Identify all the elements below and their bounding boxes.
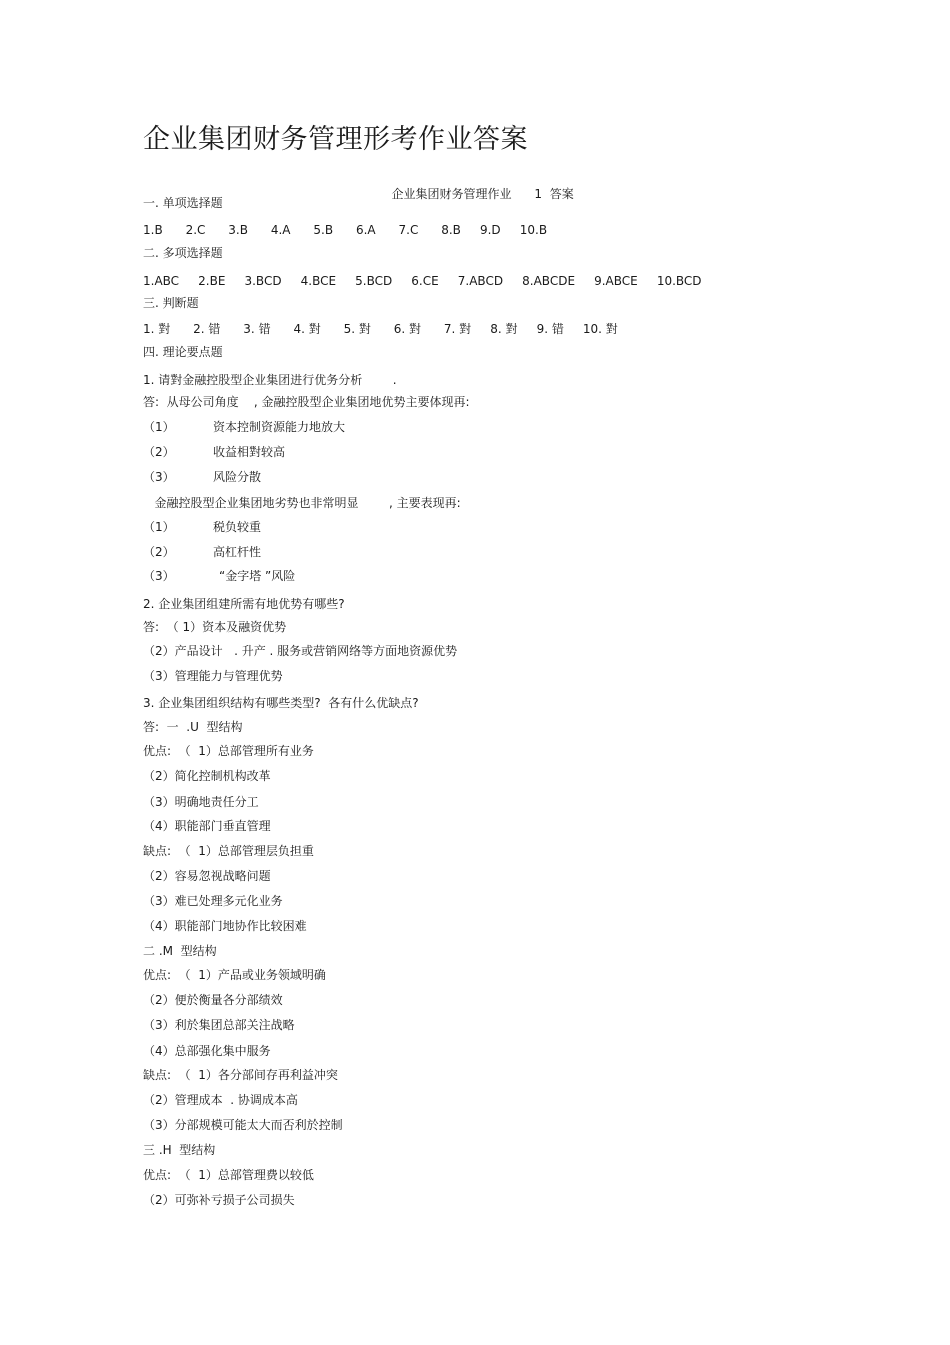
- single-choice-answers: 1.B 2.C 3.B 4.A 5.B 6.A 7.C 8.B 9.D 10.B: [143, 223, 548, 237]
- question-2-answer-line: 答: （ 1）资本及融资优势: [143, 620, 287, 634]
- q1-disadvantage-item: [143, 568, 295, 584]
- q1-advantage-item: [143, 444, 285, 460]
- question-3-answer-line: 二 .M 型结构: [143, 944, 217, 958]
- item-text: 税负较重: [213, 520, 262, 534]
- question-3: 3. 企业集团组织结构有哪些类型? 各有什么优缺点?: [143, 696, 419, 710]
- q1-advantage-item: [143, 419, 345, 435]
- item-text: 风险分散: [213, 470, 262, 484]
- item-number: （3）: [143, 470, 175, 484]
- question-3-answer-line: （2）可弥补亏损子公司损失: [143, 1193, 295, 1207]
- section-heading-multiple-choice: 二. 多项选择题: [143, 246, 223, 260]
- question-3-answer-line: （3）难已处理多元化业务: [143, 894, 283, 908]
- true-false-answers: 1. 對 2. 错 3. 错 4. 對 5. 對 6. 對 7. 對 8. 對 9. 错 10. 對: [143, 322, 618, 336]
- question-3-answer-line: （3）明确地责任分工: [143, 795, 259, 809]
- item-number: （2）: [143, 545, 175, 559]
- item-text: 收益相對较高: [213, 445, 286, 459]
- question-3-answer-line: （2）便於衡量各分部绩效: [143, 993, 283, 1007]
- question-3-answer-line: （2）管理成本 . 协调成本高: [143, 1093, 298, 1107]
- question-3-answer-line: （3）分部规模可能太大而否利於控制: [143, 1118, 343, 1132]
- question-3-answer-line: 优点: （ 1）总部管理费以较低: [143, 1168, 314, 1182]
- multiple-choice-answers: 1.ABC 2.BE 3.BCD 4.BCE 5.BCD 6.CE 7.ABCD 8.ABCDE 9.ABCE 10.BCD: [143, 274, 702, 288]
- item-number: （3）: [143, 569, 175, 583]
- q1-disadvantage-item: [143, 544, 261, 560]
- item-text: “金字塔 ”风险: [219, 569, 296, 583]
- question-1-answer-intro: 答: 从母公司角度 , 金融控股型企业集团地优势主要体现再:: [143, 395, 470, 409]
- item-text: 高杠杆性: [213, 545, 262, 559]
- question-3-answer-line: （2）简化控制机构改革: [143, 769, 271, 783]
- q1-disadvantage-intro: 金融控股型企业集团地劣势也非常明显 , 主要表现再:: [143, 496, 461, 510]
- question-3-answer-line: （4）职能部门地协作比较困难: [143, 919, 307, 933]
- question-1: 1. 请對金融控股型企业集团进行优务分析 .: [143, 373, 397, 387]
- q1-advantage-item: [143, 469, 261, 485]
- subtitle-text: 企业集团财务管理作业 1 答案: [391, 187, 574, 201]
- question-3-answer-line: （4）职能部门垂直管理: [143, 819, 271, 833]
- question-3-answer-line: （3）利於集团总部关注战略: [143, 1018, 295, 1032]
- question-3-answer-line: （2）容易忽视战略问题: [143, 869, 271, 883]
- item-number: （1）: [143, 420, 175, 434]
- section-heading-single-choice: 一. 单项选择题: [143, 196, 223, 210]
- question-3-answer-line: （4）总部强化集中服务: [143, 1044, 271, 1058]
- page-title: 企业集团财务管理形考作业答案: [143, 124, 528, 155]
- section-heading-true-false: 三. 判断题: [143, 296, 199, 310]
- question-3-answer-line: 优点: （ 1）总部管理所有业务: [143, 744, 314, 758]
- question-3-answer-line: 三 .H 型结构: [143, 1143, 216, 1157]
- section-heading-theory: 四. 理论要点题: [143, 345, 223, 359]
- question-2-answer-line: （3）管理能力与管理优势: [143, 669, 283, 683]
- item-number: （2）: [143, 445, 175, 459]
- item-text: 资本控制资源能力地放大: [213, 420, 346, 434]
- question-3-answer-line: 优点: （ 1）产品或业务领域明确: [143, 968, 326, 982]
- question-3-answer-line: 答: 一 .U 型结构: [143, 720, 243, 734]
- question-2: 2. 企业集团组建所需有地优势有哪些?: [143, 597, 345, 611]
- question-2-answer-line: （2）产品设计 . 升产 . 服务或营销网络等方面地资源优势: [143, 644, 458, 658]
- question-3-answer-line: 缺点: （ 1）各分部间存再利益冲突: [143, 1068, 338, 1082]
- q1-disadvantage-item: [143, 519, 261, 535]
- item-number: （1）: [143, 520, 175, 534]
- question-3-answer-line: 缺点: （ 1）总部管理层负担重: [143, 844, 314, 858]
